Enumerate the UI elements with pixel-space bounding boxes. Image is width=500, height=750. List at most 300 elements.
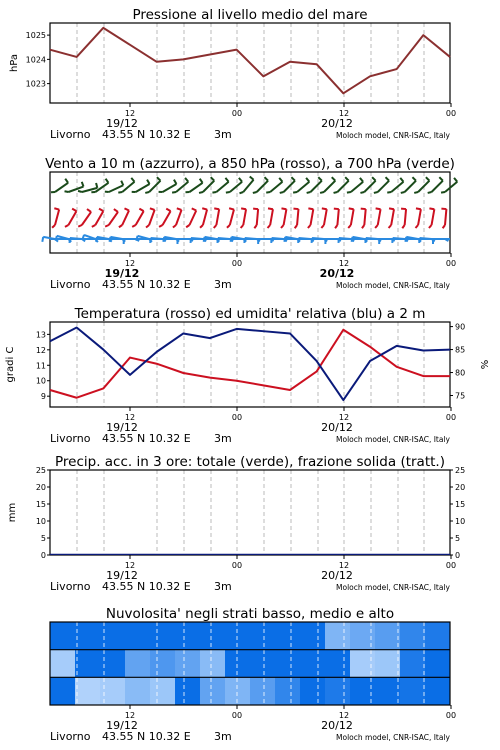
barb-shaft [82, 212, 91, 225]
barb-flag [166, 209, 170, 212]
barb-tail [375, 225, 378, 228]
y-tick-label: 25 [35, 466, 46, 475]
x-tick-label: 12 [338, 413, 350, 422]
y-tick-label: 0 [455, 551, 461, 560]
barb-tail [334, 192, 338, 193]
barb-shaft [176, 182, 188, 192]
barb-shaft [351, 209, 354, 225]
wind-700-barb [212, 178, 228, 193]
barb-tail [347, 192, 351, 193]
barb-shaft [297, 209, 298, 225]
y-tick-label: 13 [35, 330, 46, 340]
y-tick-label: 0 [40, 551, 46, 560]
cloud-cell [125, 677, 151, 705]
barb-flag [386, 177, 390, 181]
barb-shaft [284, 209, 287, 225]
credit-label: Moloch model, CNR-ISAC, Italy [336, 281, 450, 290]
chart-title: Pressione al livello medio del mare [132, 7, 368, 23]
barb-flag [345, 177, 349, 181]
barb-tail [239, 192, 243, 193]
barb-tail [295, 225, 297, 228]
wind-850-barb [173, 208, 182, 227]
barb-shaft [364, 209, 365, 225]
wind-850-barb [241, 208, 246, 228]
barb-shaft [149, 181, 160, 192]
y-tick-label: 10 [35, 376, 46, 386]
barb-flag [174, 180, 177, 184]
barb-shaft [405, 181, 416, 192]
barb-tail [78, 225, 82, 227]
barb-tail [173, 225, 176, 228]
cloud-cell [175, 650, 201, 678]
y-axis-label-right: % [480, 359, 491, 370]
barb-flag [306, 178, 309, 182]
y-tick-label: 5 [40, 534, 46, 543]
wind-850-barb [78, 209, 91, 227]
barb-tail [186, 225, 189, 227]
date-label: 19/12 [104, 267, 140, 280]
location-label: Livorno [50, 432, 91, 445]
wind-850-barb [159, 209, 170, 227]
cloud-cell [300, 650, 326, 678]
barb-tail [321, 225, 324, 228]
cloud-cell [225, 622, 251, 650]
cloud-cell [325, 677, 351, 705]
wind-850-barb [132, 209, 143, 227]
x-tick-label: 12 [338, 109, 350, 118]
barb-tail [401, 192, 405, 193]
cloud-cell [50, 650, 76, 678]
x-tick-label: 12 [338, 711, 350, 720]
barb-tail [389, 225, 392, 228]
barb-shaft [216, 182, 228, 192]
barb-flag [72, 209, 76, 212]
barb-tail [402, 225, 404, 228]
x-tick-label: 00 [231, 413, 243, 422]
barb-flag [372, 177, 376, 181]
x-tick-label: 00 [231, 259, 243, 268]
wind-850-barb [92, 209, 103, 227]
chart-title: Temperatura (rosso) ed umidita' relativa (blu) a 2 m [74, 306, 426, 322]
wind-700-barb [374, 177, 389, 193]
wind-850-barb [105, 209, 118, 227]
barb-tail [293, 192, 297, 193]
y-tick-label: 25 [455, 466, 466, 475]
x-tick-label: 00 [445, 413, 457, 422]
wind-700-barb [280, 177, 295, 193]
y-tick-label: 5 [455, 534, 461, 543]
barb-tail [145, 192, 149, 193]
barb-flag [268, 208, 273, 209]
barb-shaft [216, 209, 219, 225]
barb-shaft [136, 211, 144, 225]
barb-shaft [243, 180, 253, 192]
cloud-cell [75, 622, 101, 650]
barb-tail [132, 225, 135, 227]
y-tick-label: 10 [35, 517, 46, 526]
wind-700-barb [253, 177, 268, 193]
barb-shaft [311, 209, 314, 225]
y-tick-label: 20 [455, 483, 466, 492]
cloud-cell [150, 650, 176, 678]
barb-tail [227, 225, 230, 228]
barb-flag [281, 208, 286, 209]
barb-tail [335, 225, 337, 228]
barb-shaft [257, 209, 258, 225]
barb-shaft [418, 209, 421, 225]
cloud-cell [200, 677, 226, 705]
barb-shaft [149, 210, 154, 225]
coords-label: 43.55 N 10.32 E [102, 278, 191, 291]
wind-700-barb [441, 178, 457, 193]
wind-700-barb [118, 178, 134, 193]
barb-flag [42, 237, 43, 242]
barb-shaft [109, 212, 118, 225]
cloud-cell [125, 650, 151, 678]
plot-frame [50, 470, 450, 555]
date-label: 20/12 [321, 421, 353, 434]
y-axis-label: mm [7, 502, 18, 523]
coords-label: 43.55 N 10.32 E [102, 432, 191, 445]
barb-flag [426, 177, 430, 181]
y-tick-label: 85 [455, 345, 466, 355]
x-tick-label: 00 [231, 109, 243, 118]
credit-label: Moloch model, CNR-ISAC, Italy [336, 733, 450, 742]
barb-tail [254, 225, 256, 228]
wind-850-barb [200, 208, 207, 228]
barb-flag [376, 208, 381, 209]
cloud-cell [175, 622, 201, 650]
barb-tail [146, 225, 149, 228]
barb-tail [362, 225, 364, 228]
wind-850-barb [348, 208, 353, 228]
barb-flag [131, 178, 134, 182]
barb-flag [121, 181, 123, 186]
wind-850-barb [293, 209, 298, 229]
coords-label: 43.55 N 10.32 E [102, 580, 191, 593]
barb-tail [387, 192, 391, 193]
barb-flag [214, 208, 219, 209]
panel-3 [50, 470, 450, 555]
barb-flag [147, 180, 150, 184]
y-tick-label: 15 [455, 500, 466, 509]
cloud-cell [425, 650, 451, 678]
barb-flag [332, 177, 336, 181]
cloud-cell [200, 650, 226, 678]
cloud-cell [350, 677, 376, 705]
barb-shaft [243, 209, 246, 225]
wind-850-barb [214, 208, 219, 228]
barb-shaft [122, 210, 129, 225]
barb-tail [307, 192, 311, 193]
wind-850-barb [65, 209, 76, 227]
wind-700-barb [159, 180, 177, 192]
altitude-label: 3m [214, 278, 232, 291]
barb-shaft [445, 182, 457, 192]
x-tick-label: 00 [445, 259, 457, 268]
x-tick-label: 00 [231, 711, 243, 720]
barb-flag [82, 182, 84, 187]
barb-tail [308, 225, 311, 228]
wind-850-barb [375, 208, 380, 228]
cloud-cell [250, 622, 276, 650]
barb-shaft [324, 181, 335, 192]
wind-850-barb [186, 208, 196, 227]
barb-shaft [364, 181, 375, 192]
barb-tail [92, 225, 95, 227]
chart-title: Nuvolosita' negli strati basso, medio e alto [105, 606, 395, 622]
coords-label: 43.55 N 10.32 E [102, 128, 191, 141]
wind-700-barb [91, 179, 108, 193]
cloud-cell [50, 677, 76, 705]
cloud-cell [300, 677, 326, 705]
barb-shaft [257, 181, 268, 192]
barb-tail [172, 192, 176, 193]
barb-flag [139, 209, 143, 212]
cloud-cell [225, 677, 251, 705]
x-tick-label: 00 [231, 561, 243, 570]
barb-tail [280, 192, 284, 193]
barb-tail [212, 192, 216, 193]
x-tick-label: 12 [124, 413, 136, 422]
barb-tail [266, 192, 270, 193]
y-tick-label: 1025 [25, 31, 46, 41]
wind-850-barb [227, 208, 234, 228]
humidity-line [50, 328, 450, 401]
barb-tail [118, 192, 122, 193]
cloud-cell [275, 650, 301, 678]
barb-flag [360, 178, 363, 182]
wind-850-barb [253, 209, 258, 229]
barb-tail [119, 225, 122, 227]
location-label: Livorno [50, 278, 91, 291]
date-label: 20/12 [321, 569, 353, 582]
wind-700-barb [387, 178, 403, 193]
cloud-cell [200, 622, 226, 650]
barb-flag [291, 177, 295, 181]
barb-flag [96, 183, 97, 188]
y-axis-label: hPa [9, 53, 20, 73]
barb-flag [229, 208, 234, 209]
wind-700-barb [51, 179, 68, 193]
wind-850-barb [308, 208, 313, 228]
cloud-cell [225, 650, 251, 678]
credit-label: Moloch model, CNR-ISAC, Italy [336, 435, 450, 444]
barb-shaft [68, 211, 76, 225]
wind-850-barb [429, 208, 434, 228]
barb-shaft [203, 210, 207, 225]
wind-850-barb [52, 208, 59, 228]
cloud-cell [350, 650, 376, 678]
barb-shaft [122, 182, 134, 192]
chart-title: Vento a 10 m (azzurro), a 850 hPa (rosso), a 700 hPa (verde) [45, 156, 455, 172]
cloud-cell [75, 650, 101, 678]
y-tick-label: 1023 [25, 79, 46, 89]
barb-flag [241, 208, 246, 209]
wind-850-barb [361, 209, 366, 229]
barb-shaft [189, 210, 196, 225]
barb-flag [106, 179, 109, 183]
x-tick-label: 12 [338, 561, 350, 570]
x-tick-label: 00 [445, 109, 457, 118]
barb-shaft [270, 182, 282, 192]
y-tick-label: 90 [455, 322, 466, 332]
x-tick-label: 12 [124, 109, 136, 118]
barb-shaft [351, 182, 363, 192]
cloud-cell [175, 677, 201, 705]
altitude-label: 3m [214, 580, 232, 593]
barb-flag [389, 208, 394, 209]
barb-flag [124, 208, 129, 210]
wind-850-barb [401, 209, 406, 229]
barb-shaft [189, 183, 202, 192]
barb-shaft [391, 209, 394, 225]
chart-title: Precip. acc. in 3 ore: totale (verde), frazione solida (tratt.) [55, 454, 445, 470]
cloud-cell [125, 622, 151, 650]
barb-shaft [163, 211, 171, 225]
barb-shaft [203, 181, 214, 192]
barb-shaft [311, 181, 322, 192]
barb-tail [241, 225, 244, 228]
barb-flag [65, 179, 68, 183]
barb-shaft [230, 182, 242, 192]
barb-shaft [391, 182, 403, 192]
barb-tail [443, 225, 445, 228]
plot-frame [50, 322, 450, 407]
cloud-cell [400, 677, 426, 705]
y-tick-label: 10 [455, 517, 466, 526]
barb-flag [416, 208, 421, 209]
barb-tail [429, 225, 432, 228]
cloud-cell [425, 622, 451, 650]
barb-flag [87, 209, 91, 212]
barb-tail [199, 192, 203, 193]
barb-tail [415, 225, 418, 228]
wind-850-barb [321, 208, 326, 228]
barb-flag [400, 178, 403, 182]
barb-flag [322, 208, 327, 209]
barb-shaft [432, 181, 443, 192]
cloud-cell [375, 677, 401, 705]
barb-shaft [432, 209, 435, 225]
barb-tail [268, 225, 271, 228]
barb-shaft [445, 209, 446, 225]
altitude-label: 3m [214, 432, 232, 445]
barb-flag [54, 208, 59, 209]
barb-tail [65, 191, 69, 192]
barb-tail [200, 225, 203, 228]
date-label: 19/12 [106, 421, 138, 434]
date-label: 20/12 [319, 267, 355, 280]
cloud-cell [350, 622, 376, 650]
barb-shaft [163, 184, 177, 192]
wind-850-barb [281, 208, 286, 228]
x-tick-label: 12 [124, 711, 136, 720]
altitude-label: 3m [214, 128, 232, 141]
barb-flag [439, 177, 443, 181]
barb-flag [192, 208, 197, 210]
barb-flag [150, 208, 155, 210]
date-label: 19/12 [106, 117, 138, 130]
cloud-cell [375, 622, 401, 650]
barb-shaft [95, 211, 103, 225]
barb-tail [414, 192, 418, 193]
barb-flag [318, 177, 322, 181]
x-tick-label: 12 [124, 259, 136, 268]
wind-700-barb [320, 177, 335, 193]
y-tick-label: 15 [35, 500, 46, 509]
barb-flag [349, 208, 354, 209]
date-label: 19/12 [106, 719, 138, 732]
wind-850-barb [119, 208, 129, 227]
location-label: Livorno [50, 730, 91, 743]
location-label: Livorno [50, 580, 91, 593]
cloud-cell [150, 677, 176, 705]
wind-700-barb [239, 177, 253, 194]
barb-shaft [136, 184, 150, 192]
barb-tail [320, 192, 324, 193]
y-axis-label: gradi C [5, 346, 16, 383]
barb-flag [279, 178, 282, 182]
cloud-cell [275, 622, 301, 650]
y-tick-label: 80 [455, 368, 466, 378]
barb-flag [185, 178, 188, 182]
cloud-cell [275, 677, 301, 705]
barb-flag [265, 177, 269, 181]
cloud-cell [325, 622, 351, 650]
barb-flag [200, 179, 203, 183]
credit-label: Moloch model, CNR-ISAC, Italy [336, 131, 450, 140]
barb-shaft [324, 209, 327, 225]
barb-tail [360, 192, 364, 193]
barb-tail [428, 192, 432, 193]
barb-tail [78, 191, 82, 192]
barb-tail [441, 192, 445, 193]
barb-tail [226, 192, 230, 193]
barb-shaft [337, 209, 338, 225]
barb-shaft [378, 209, 381, 225]
barb-shaft [176, 210, 181, 225]
barb-flag [308, 208, 313, 209]
barb-tail [214, 225, 217, 228]
barb-tail [105, 225, 109, 227]
x-tick-label: 12 [338, 259, 350, 268]
cloud-cell [150, 622, 176, 650]
barb-flag [202, 208, 207, 209]
cloud-cell [400, 650, 426, 678]
date-label: 20/12 [321, 719, 353, 732]
barb-tail [52, 225, 55, 228]
barb-flag [99, 209, 103, 212]
barb-shaft [230, 210, 234, 225]
date-label: 20/12 [321, 117, 353, 130]
cloud-cell [425, 677, 451, 705]
wind-700-barb [307, 177, 322, 193]
wind-850-barb [268, 208, 273, 228]
cloud-cell [375, 650, 401, 678]
barb-tail [159, 225, 162, 227]
wind-850-barb [441, 209, 446, 229]
y-tick-label: 12 [35, 345, 46, 355]
barb-flag [239, 178, 242, 182]
y-tick-label: 9 [40, 392, 46, 402]
barb-shaft [337, 181, 348, 192]
y-tick-label: 11 [35, 361, 46, 371]
altitude-label: 3m [214, 730, 232, 743]
barb-shaft [55, 210, 59, 225]
wind-850-barb [146, 208, 155, 227]
y-tick-label: 20 [35, 483, 46, 492]
